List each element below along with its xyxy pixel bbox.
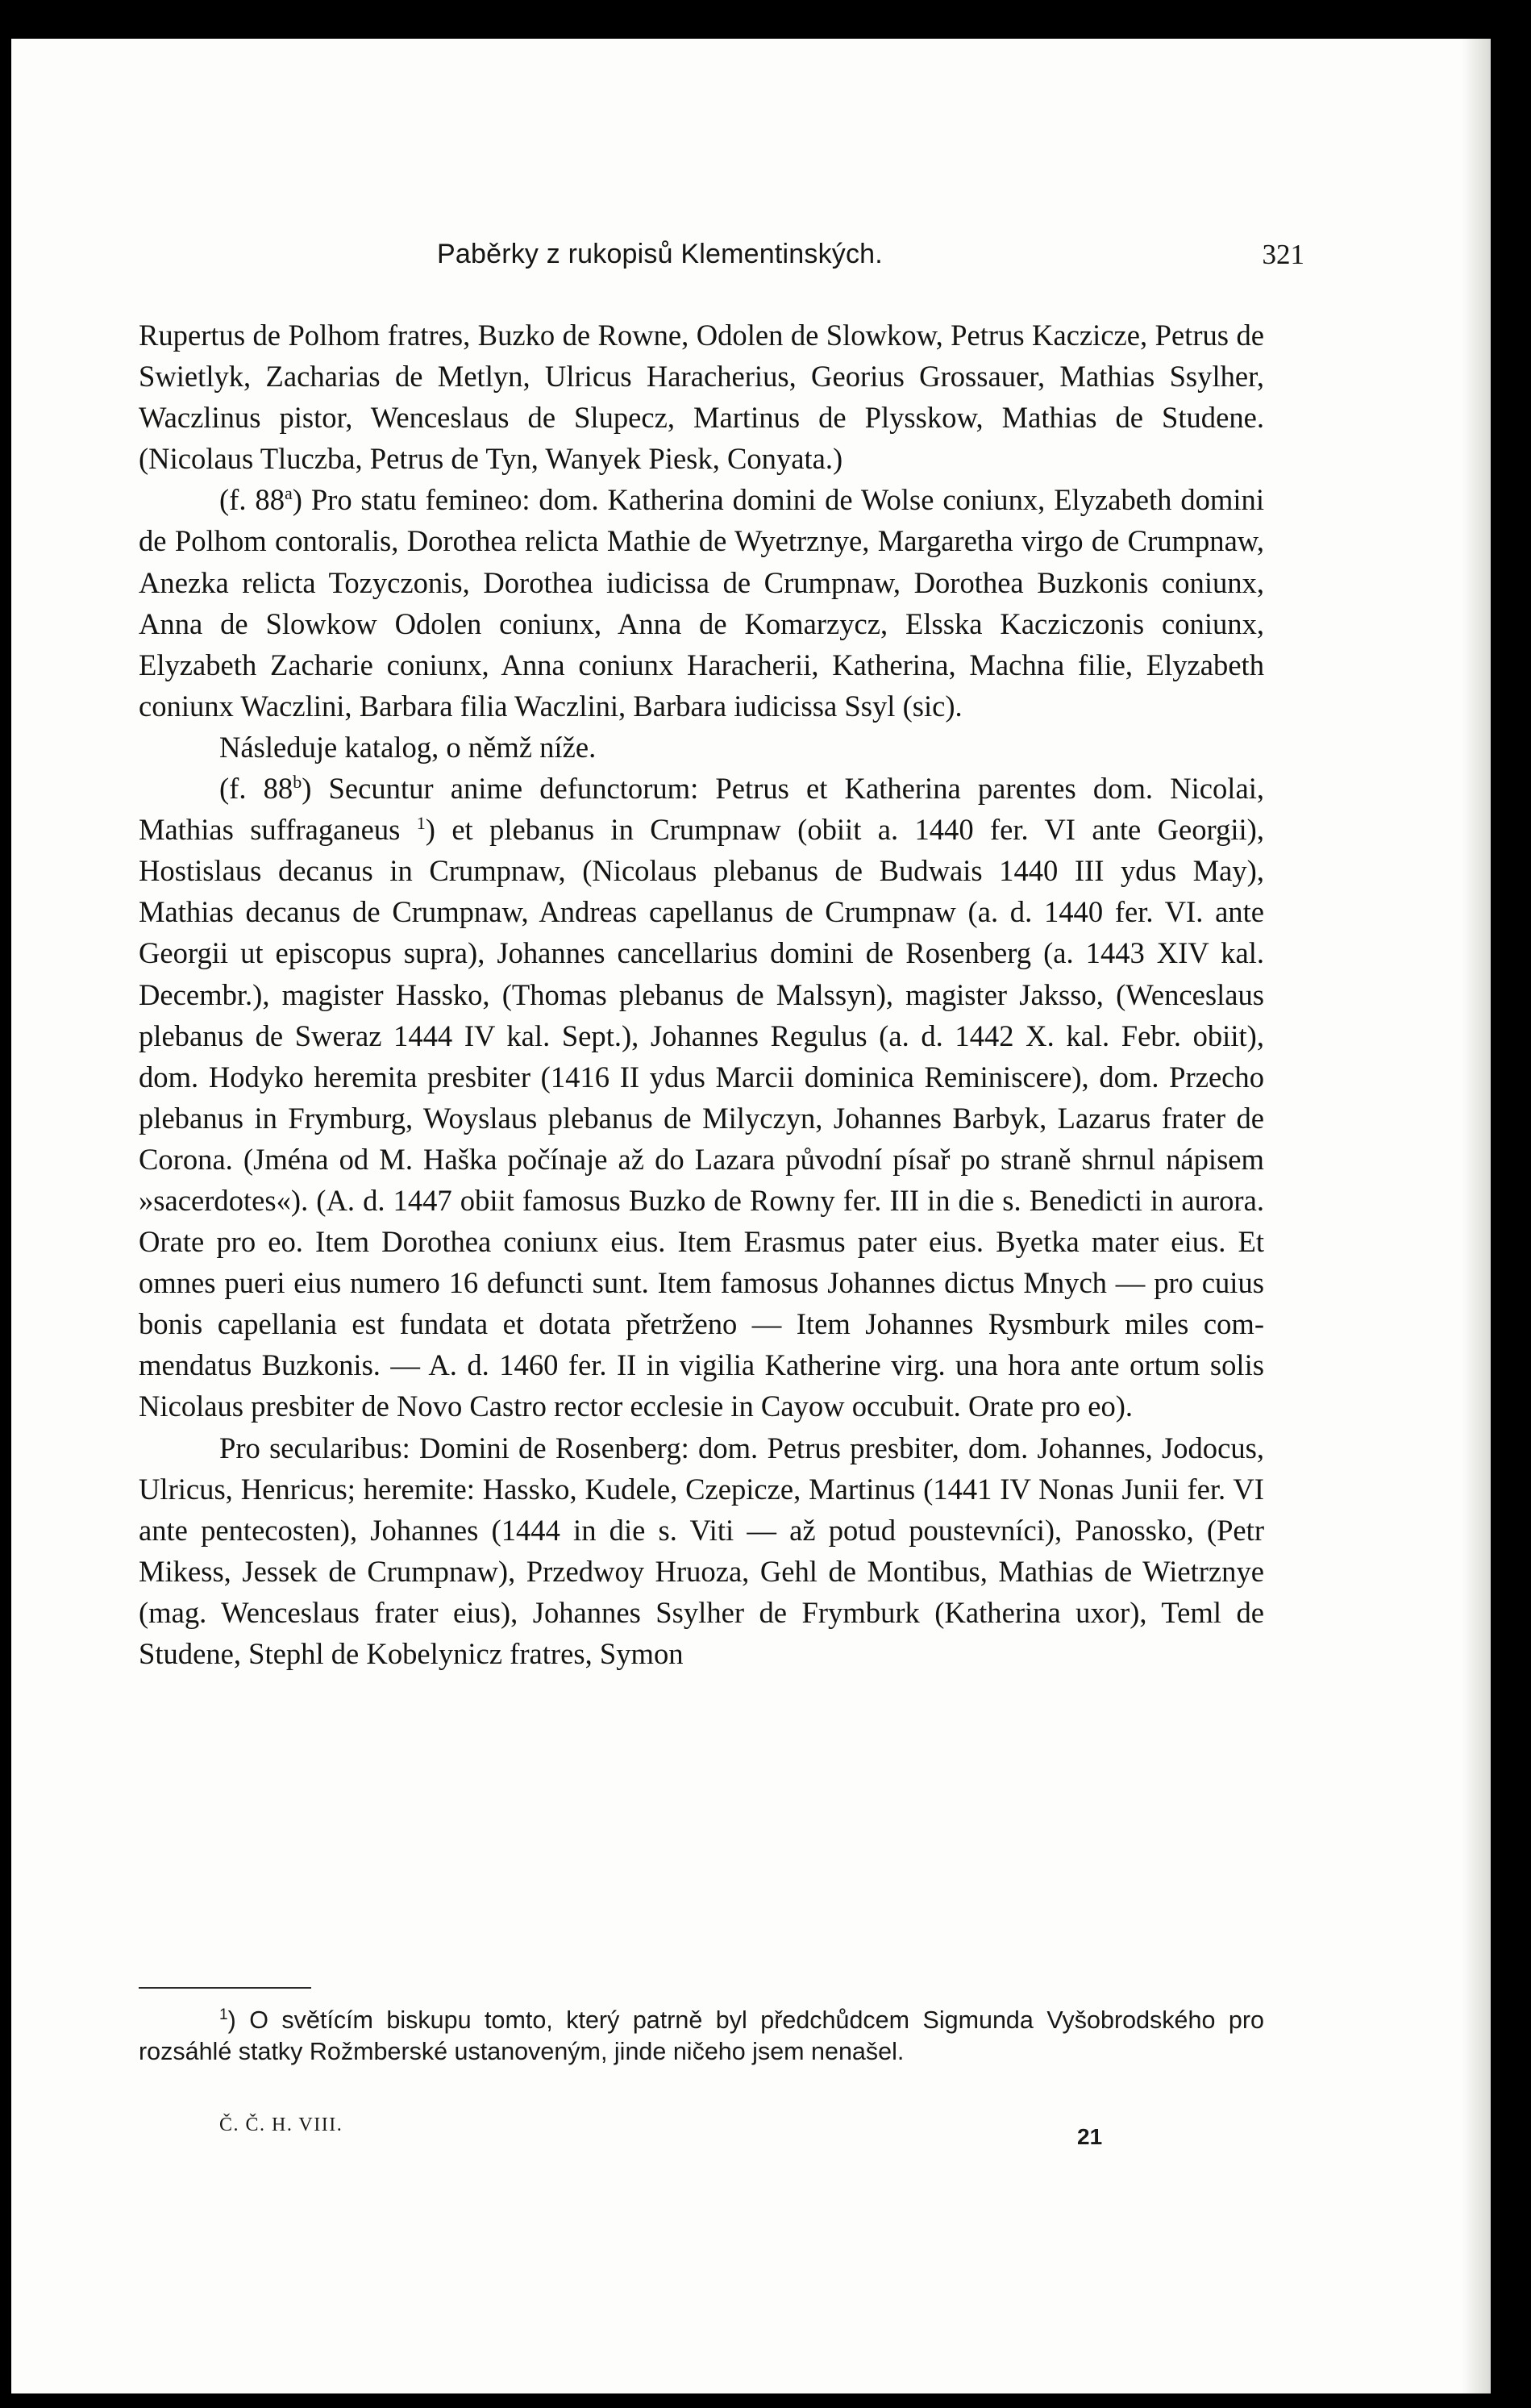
running-header <box>179 229 1304 285</box>
folio-side-a: a <box>284 483 293 504</box>
signature-mark: Č. Č. H. VIII. <box>219 2114 343 2135</box>
paragraph-5: Pro secularibus: Domini de Rosenberg: dom. Petrus presbiter, dom. Johannes, Jodocus, Ulricus, Henricus; heremite: Hassko, Kudele, Czepicze, Martinus (1441 IV Nonas Junii fer. VI ante pentecosten), Johannes (1444 in die s. Viti — až potud poustevníci), Panossko, (Petr Mikess, Jessek de Crumpnaw), Przedwoy Hruoza, Gehl de Montibus, Mathias de Wietrznye (mag. Wenceslaus frater eius), Johannes Ssylher de Frymburk (Katherina uxor), Teml de Studene, Stephl de Kobelynicz fratres, Symon <box>139 1431 1264 1670</box>
paragraph-1: Rupertus de Polhom fratres, Buzko de Rowne, Odolen de Slowkow, Petrus Kaczicze, Petrus de Swietlyk, Zacharias de Metlyn, Ulricus Haracherius, Georius Grossauer, Mathias Ssylher, Waczlinus pistor, Wenceslaus de Slupecz, Martinus de Plysskow, Mathias de Studene. (Nicolaus Tluczba, Petrus de Tyn, Wanyek Piesk, Conyata.) <box>139 319 1264 476</box>
sheet-number: 21 <box>1077 2124 1103 2149</box>
footnote <box>139 2005 1264 2068</box>
document-page <box>11 39 1491 2393</box>
paragraph-2-start: (f. 88 <box>219 483 285 517</box>
footnote-divider <box>139 1987 311 1989</box>
page-number: 321 <box>1262 239 1304 270</box>
footnote-marker: 1 <box>219 2006 228 2023</box>
header-title: Paběrky z rukopisů Klementinských. <box>437 239 883 269</box>
paragraph-2 <box>139 479 1264 727</box>
paragraph-3: Následuje katalog, o němž níže. <box>219 730 597 764</box>
paragraph-2-rest: ) Pro statu femineo: dom. Katherina domini de Wolse coniunx, Elyzabeth domini de Polhom contoralis, Dorothea relicta Mathie de Wyetrznye, Margaretha virgo de Crumpnaw, Anezka relicta Tozyczonis, Dorothea iudicissa de Crumpnaw, Dorothea Buzkonis coniunx, Anna de Slowkow Odolen coniunx, Anna de Komarzycz, Elsska Kacziczonis coniunx, Elyzabeth Zacharie coniunx, Anna coniunx Haracherii, Katherina, Machna filie, Elyzabeth coniunx Waczlini, Barbara filia Waczlini, Barbara iudicissa Ssyl (sic). <box>139 483 1264 723</box>
paragraph-4 <box>139 768 1264 1427</box>
footnote-text: ) O světícím biskupu tomto, který patrně byl předchůdcem Sigmunda Vyšobrodského pro rozsáhlé statky Rožmberské ustanoveným, jinde ničeho jsem nenašel. <box>139 2006 1264 2065</box>
paragraph-4-rest: ) et plebanus in Crumpnaw (obiit a. 1440 fer. VI ante Georgii), Hostislaus decanus in Crumpnaw, (Nicolaus plebanus de Budwais 1440 III ydus May), Mathias decanus de Crumpnaw, Andreas capellanus de Crumpnaw (a. d. 1440 fer. VI. ante Georgii ut episcopus supra), Johannes cancellarius domini de Rosenberg (a. 1443 XIV kal. Decembr.), magister Hassko, (Thomas plebanus de Malssyn), magister Jaksso, (Wenceslaus plebanus de Sweraz 1444 IV kal. Sept.), Johannes Regulus (a. d. 1442 X. kal. Febr. obiit), dom. Hodyko heremita presbiter (1416 II ydus Marcii dominica Reminiscere), dom. Przecho plebanus in Frymburg, Woyslaus plebanus de Milyczyn, Johannes Barbyk, Lazarus frater de Corona. (Jména od M. Haška počínaje až do Lazara původní písař po straně shrnul nápisem »sacerdotes«). (A. d. 1447 obiit famosus Buzko de Rowny fer. III in die s. Benedicti in aurora. Orate pro eo. Item Dorothea coniunx eius. Item Erasmus pater eius. Byetka mater eius. Et omnes pueri eius numero 16 defuncti sunt. Item famosus Johannes dictus Mnych — pro cuius bonis capellania est fundata et dotata přetrženo — Item Johannes Rysmburk miles commendatus Buzkonis. — A. d. 1460 fer. II in vigilia Katherine virg. una hora ante ortum solis Nicolaus presbiter de Novo Castro rector ecclesie in Cayow occubuit. Orate pro eo). <box>139 813 1265 1423</box>
paragraph-4-start: (f. 88 <box>219 772 293 806</box>
folio-side-b: b <box>293 771 302 792</box>
paragraph-4-mid: ) Secuntur anime defunctorum: Petrus et Katherina parentes dom. Nicolai, Mathias suffraganeus <box>139 772 1265 847</box>
body-text <box>139 315 1264 1674</box>
scan-edge-shadow <box>1462 39 1491 2393</box>
footnote-reference: 1 <box>416 812 426 833</box>
